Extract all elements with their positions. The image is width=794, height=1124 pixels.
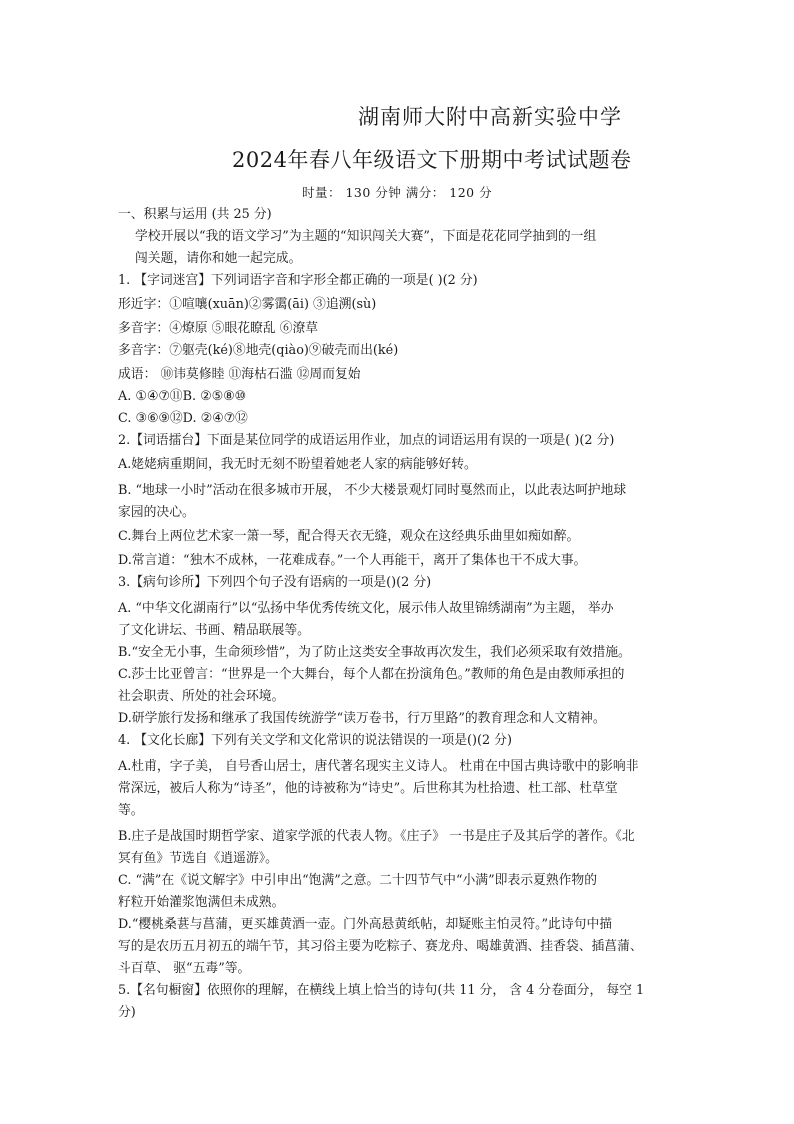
q4-option-b: B.庄子是战国时期哲学家、道家学派的代表人物。《庄子》 一书是庄子及其后学的著作。《北 [118,829,635,844]
q4-option-a: A.杜甫，字子美， 自号香山居士，唐代著名现实主义诗人。 杜甫在中国古典诗歌中的影响非 [118,759,639,774]
question-5: 5.【名句橱窗】依照你的理解，在横线上填上恰当的诗句(共 11 分， 含 4 分卷面分， 每空 1 [118,983,645,998]
q3-option-b: B.“安全无小事，生命须珍惜”，为了防止这类安全事故再次发生，我们必须采取有效措施。 [118,645,631,660]
q3-option-c-cont: 社会职责、所处的社会环境。 [118,689,285,704]
exam-info: 时量： 130 分钟 满分： 120 分 [302,185,493,200]
question-2: 2.【词语擂台】下面是某位同学的成语运用作业，加点的词语运用有误的一项是( )(2 分) [118,433,615,448]
question-3: 3.【病句诊所】下列四个句子没有语病的一项是()(2 分) [118,575,432,590]
question-4: 4. 【文化长廊】下列有关文学和文化常识的说法错误的一项是()(2 分) [118,733,512,748]
exam-title: 2024年春八年级语文下册期中考试试题卷 [232,148,632,172]
q3-option-c: C.莎士比亚曾言：“世界是一个大舞台，每个人都在扮演角色。”教师的角色是由教师承担的 [118,667,625,682]
q4-option-c-cont: 籽粒开始灌浆饱满但未成熟。 [118,895,285,910]
q4-option-d-cont: 写的是农历五月初五的端午节，其习俗主要为吃粽子、赛龙舟、喝雄黄酒、挂香袋、插菖蒲、 [118,939,643,954]
q4-option-d: D.“樱桃桑葚与菖蒲，更买雄黄酒一壶。门外高悬黄纸帖，却疑账主怕灵符。”此诗句中描 [118,917,613,932]
q3-option-a-cont: 了文化讲坛、书画、精品联展等。 [118,623,310,638]
q1-item-idioms: 成语： ⑩讳莫修睦 ⑪海枯石滥 ⑫周而复始 [118,367,361,382]
q4-option-d-cont: 斗百草、 驱“五毒”等。 [118,961,251,976]
q4-option-b-cont: 冥有鱼》节选自《逍遥游》。 [118,851,278,866]
q1-option-cd: C. ③⑥⑨⑫D. ②④⑦⑫ [118,411,248,426]
q3-option-d: D.研学旅行发扬和继承了我国传统游学“读万卷书，行万里路”的教育理念和人文精神。 [118,711,606,726]
q2-option-b: B. “地球一小时”活动在很多城市开展， 不少大楼景观灯同时戛然而止，以此表达呵护地球 [118,483,627,498]
question-1: 1. 【字词迷宫】下列词语字音和字形全都正确的一项是( )(2 分) [118,273,478,288]
q2-option-a: A.姥姥病重期间，我无时无刻不盼望着她老人家的病能够好转。 [118,457,477,472]
q1-item-polyphone: 多音字：④燎原 ⑤眼花瞭乱 ⑥潦草 [118,321,319,336]
q2-option-b-cont: 家园的决心。 [118,505,195,520]
q3-option-a: A. “中华文化湖南行”以“弘扬中华优秀传统文化，展示伟人故里锦绣湖南”为主题， 举办 [118,601,614,616]
q1-item-similar-chars: 形近字：①喧嚷(xuān)②雾霭(āi) ③追溯(sù) [118,297,377,312]
q4-option-c: C. “满”在《说文解字》中引申出“饱满”之意。二十四节气中“小满”即表示夏熟作物的 [118,873,598,888]
school-name: 湖南师大附中高新实验中学 [358,105,622,129]
q4-option-a-cont: 常深远，被后人称为“诗圣”，他的诗被称为“诗史”。后世称其为杜拾遗、杜工部、杜草堂 [118,781,618,796]
q1-item-polyphone: 多音字：⑦躯壳(ké)⑧地壳(qiào)⑨破壳而出(ké) [118,343,399,358]
exam-body [118,204,678,1024]
q2-option-c: C.舞台上两位艺术家一箫一琴，配合得天衣无缝，观众在这经典乐曲里如痴如醉。 [118,529,580,544]
question-5-cont: 分) [118,1005,136,1020]
q2-option-d: D.常言道：“独木不成林，一花难成春。”一个人再能干，离开了集体也干不成大事。 [118,553,587,568]
q1-option-ab: A. ①④⑦⑪B. ②⑤⑧⑩ [118,389,247,404]
intro-text: 闯关题，请你和她一起完成。 [135,251,302,266]
section-heading: 一、积累与运用 (共 25 分) [118,207,272,222]
q4-option-a-cont: 等。 [118,803,144,818]
intro-text: 学校开展以“我的语文学习”为主题的“知识闯关大赛”，下面是花花同学抽到的一组 [135,229,597,244]
